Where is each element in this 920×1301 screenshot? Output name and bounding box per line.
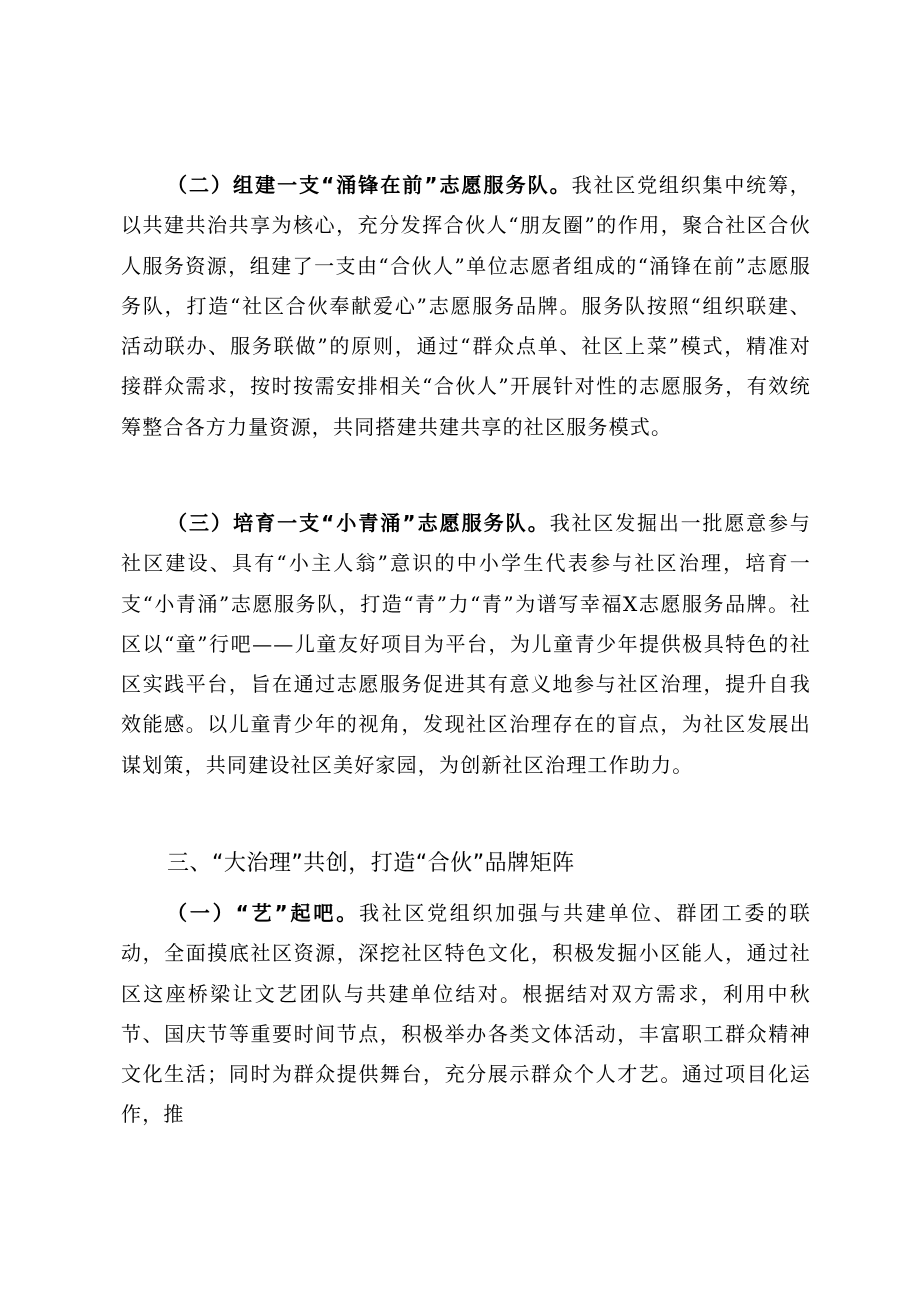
paragraph-lead: （一）“艺”起吧。	[167, 901, 360, 925]
paragraph-lead: （三）培育一支“小青涌”志愿服务队。	[167, 511, 550, 535]
paragraph-volunteer-team-yongfeng	[121, 165, 811, 447]
paragraph-yi-qiba	[121, 893, 811, 1135]
paragraph-body: 我社区党组织加强与共建单位、群团工委的联动，全面摸底社区资源，深挖社区特色文化，积极发掘小区能人，通过社区这座桥梁让文艺团队与共建单位结对。根据结对双方需求，利用中秋节、国庆节等重要时间节点，积极举办各类文体活动，丰富职工群众精神文化生活；同时为群众提供舞台，充分展示群众个人才艺。通过项目化运作，推	[121, 901, 812, 1127]
paragraph-body: 我社区发掘出一批愿意参与社区建设、具有“小主人翁”意识的中小学生代表参与社区治理，培育一支“小青涌”志愿服务队，打造“青”力“青”为谱写幸福X志愿服务品牌。社区以“童”行吧——儿童友好项目为平台，为儿童青少年提供极具特色的社区实践平台，旨在通过志愿服务促进其有意义地参与社区治理，提升自我效能感。以儿童青少年的视角，发现社区治理存在的盲点，为社区发展出谋划策，共同建设社区美好家园，为创新社区治理工作助力。	[121, 511, 811, 777]
paragraph-body: 我社区党组织集中统筹，以共建共治共享为核心，充分发挥合伙人“朋友圈”的作用，聚合社区合伙人服务资源，组建了一支由“合伙人”单位志愿者组成的“涌锋在前”志愿服务队，打造“社区合伙奉献爱心”志愿服务品牌。服务队按照“组织联建、活动联办、服务联做”的原则，通过“群众点单、社区上菜”模式，精准对接群众需求，按时按需安排相关“合伙人”开展针对性的志愿服务，有效统筹整合各方力量资源，共同搭建共建共享的社区服务模式。	[121, 173, 811, 439]
section-heading: 三、“大治理”共创，打造“合伙”品牌矩阵	[167, 851, 575, 876]
paragraph-volunteer-team-xiaoqingyong	[121, 503, 811, 785]
paragraph-lead: （二）组建一支“涌锋在前”志愿服务队。	[167, 173, 572, 197]
